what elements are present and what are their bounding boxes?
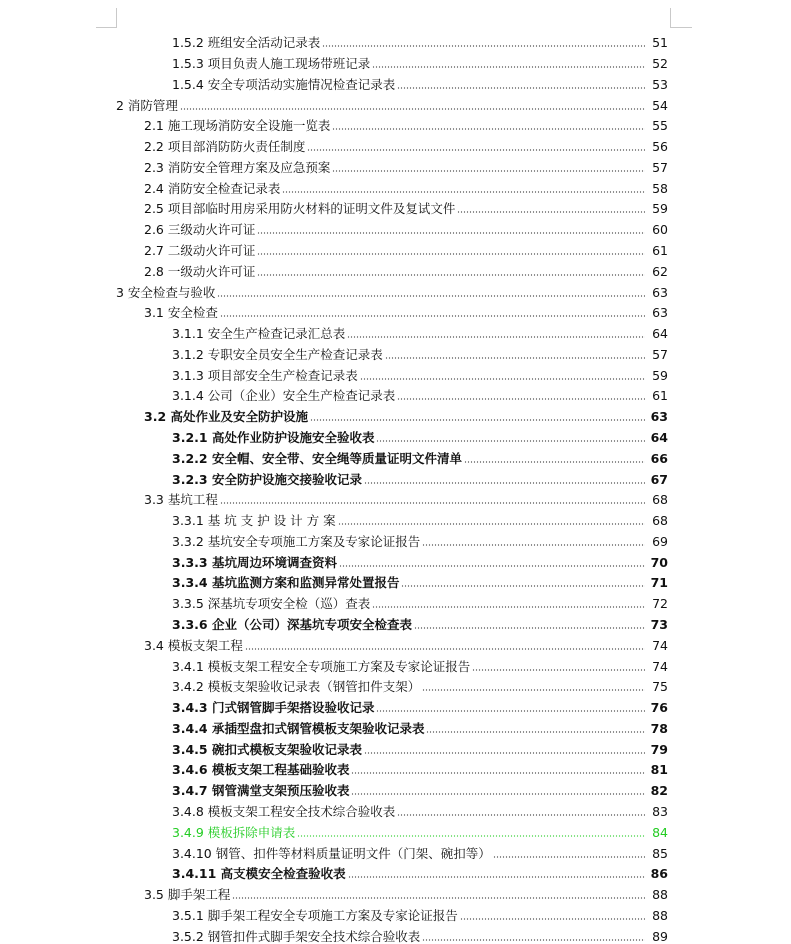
toc-entry-title: 3.3.3 基坑周边环境调查资料 [172,555,337,570]
toc-dot-leader [257,232,645,234]
toc-dot-leader [232,897,645,899]
toc-entry[interactable] [144,176,668,196]
toc-entry-page: 67 [650,472,668,487]
toc-entry[interactable] [172,674,668,694]
toc-entry-page: 56 [652,139,668,154]
toc-dot-leader [422,544,645,546]
toc-entry-page: 68 [652,492,668,507]
toc-entry-title: 2.7 二级动火许可证 [144,243,256,258]
toc-entry-title: 3.4.1 模板支架工程安全专项施工方案及专家论证报告 [172,659,471,674]
toc-entry-page: 64 [652,326,668,341]
toc-entry-highlighted[interactable] [172,820,668,840]
toc-entry-page: 61 [652,243,668,258]
toc-entry-page: 74 [652,638,668,653]
toc-entry-title: 2.4 消防安全检查记录表 [144,181,281,196]
toc-entry[interactable] [172,612,668,632]
toc-entry-title: 3.1 安全检查 [144,305,218,320]
toc-entry[interactable] [172,591,668,611]
toc-entry-title: 3.5.2 钢管扣件式脚手架安全技术综合验收表 [172,929,421,944]
toc-dot-leader [180,108,645,110]
toc-entry[interactable] [172,51,668,71]
toc-dot-leader [376,440,645,442]
toc-dot-leader [257,274,645,276]
toc-dot-leader [422,939,645,941]
toc-entry-title: 3.1.2 专职安全员安全生产检查记录表 [172,347,383,362]
toc-entry-title: 3.3.5 深基坑专项安全检（巡）查表 [172,596,371,611]
toc-entry-title: 2.6 三级动火许可证 [144,222,256,237]
toc-entry-title: 3.4.10 钢管、扣件等材料质量证明文件（门架、碗扣等） [172,846,491,861]
toc-entry-page: 62 [652,264,668,279]
toc-entry-page: 58 [652,181,668,196]
toc-entry-page: 74 [652,659,668,674]
toc-dot-leader [310,419,645,421]
toc-entry-page: 59 [652,368,668,383]
toc-entry-title: 3.4.2 模板支架验收记录表（钢管扣件支架） [172,679,421,694]
toc-entry-title: 3.3 基坑工程 [144,492,218,507]
toc-dot-leader [217,295,645,297]
toc-entry-title: 3.1.1 安全生产检查记录汇总表 [172,326,346,341]
toc-entry-page: 75 [652,679,668,694]
toc-dot-leader [372,66,645,68]
toc-entry-title: 2.2 项目部消防防火责任制度 [144,139,306,154]
toc-entry-page: 68 [652,513,668,528]
toc-dot-leader [307,149,645,151]
toc-entry[interactable] [172,72,668,92]
toc-entry-page: 88 [652,887,668,902]
toc-entry-page: 64 [650,430,668,445]
toc-entry-page: 63 [652,285,668,300]
toc-entry[interactable] [172,508,668,528]
toc-entry[interactable] [144,238,668,258]
toc-entry-title: 3.3.6 企业（公司）深基坑专项安全检查表 [172,617,412,632]
toc-entry-page: 57 [652,160,668,175]
toc-entry-title: 3.5 脚手架工程 [144,887,231,902]
toc-entry-page: 78 [650,721,668,736]
toc-entry[interactable] [172,446,668,466]
toc-entry-title: 3.3.4 基坑监测方案和监测异常处置报告 [172,575,400,590]
page-corner-mark-right [670,8,671,28]
toc-entry-page: 84 [652,825,668,840]
toc-dot-leader [220,502,645,504]
toc-dot-leader [460,918,645,920]
toc-dot-leader [332,128,645,130]
toc-dot-leader [245,648,645,650]
toc-entry-title: 1.5.3 项目负责人施工现场带班记录 [172,56,371,71]
toc-dot-leader [351,772,645,774]
toc-entry[interactable] [172,737,668,757]
toc-dot-leader [360,378,645,380]
toc-dot-leader [332,170,645,172]
toc-entry[interactable] [172,550,668,570]
page-corner-mark-left-horizontal [96,27,117,28]
toc-entry-title: 3.4.8 模板支架工程安全技术综合验收表 [172,804,396,819]
toc-entry-title: 1.5.4 安全专项活动实施情况检查记录表 [172,77,396,92]
toc-entry[interactable] [172,716,668,736]
toc-entry[interactable] [172,30,668,50]
toc-entry[interactable] [144,404,668,424]
toc-entry-page: 76 [650,700,668,715]
toc-dot-leader [385,357,645,359]
toc-entry-page: 57 [652,347,668,362]
toc-entry-page: 82 [650,783,668,798]
toc-entry-title: 3.3.2 基坑安全专项施工方案及专家论证报告 [172,534,421,549]
toc-dot-leader [493,856,645,858]
toc-entry-title: 3.4 模板支架工程 [144,638,243,653]
toc-entry[interactable] [172,799,668,819]
toc-entry-page: 66 [650,451,668,466]
toc-entry-page: 73 [650,617,668,632]
toc-dot-leader [457,211,645,213]
toc-entry-title: 3.1.4 公司（企业）安全生产检查记录表 [172,388,396,403]
toc-entry-page: 59 [652,201,668,216]
toc-entry[interactable] [172,425,668,445]
toc-entry[interactable] [144,134,668,154]
toc-entry-page: 89 [652,929,668,944]
toc-entry[interactable] [172,903,668,923]
toc-dot-leader [282,191,645,193]
toc-entry-page: 55 [652,118,668,133]
toc-entry-page: 79 [650,742,668,757]
toc-entry-page: 86 [650,866,668,881]
toc-entry-page: 53 [652,77,668,92]
toc-dot-leader [397,814,645,816]
toc-entry-title: 2.3 消防安全管理方案及应急预案 [144,160,331,175]
toc-entry[interactable] [144,633,668,653]
toc-entry-title: 3.2.2 安全帽、安全带、安全绳等质量证明文件清单 [172,451,462,466]
toc-entry-page: 60 [652,222,668,237]
toc-dot-leader [220,315,645,317]
toc-entry-title: 3.2.3 安全防护设施交接验收记录 [172,472,362,487]
toc-dot-leader [397,87,645,89]
toc-entry-page: 85 [652,846,668,861]
toc-dot-leader [339,565,645,567]
toc-entry[interactable] [172,363,668,383]
toc-entry-title: 3.4.4 承插型盘扣式钢管模板支架验收记录表 [172,721,425,736]
toc-entry[interactable] [172,861,668,881]
toc-dot-leader [364,482,645,484]
toc-entry-page: 83 [652,804,668,819]
toc-entry-page: 70 [650,555,668,570]
toc-dot-leader [372,606,645,608]
toc-entry[interactable] [172,383,668,403]
toc-dot-leader [347,336,645,338]
toc-entry-page: 63 [650,409,668,424]
toc-entry-page: 52 [652,56,668,71]
toc-entry-title: 2.8 一级动火许可证 [144,264,256,279]
toc-entry-title: 3 安全检查与验收 [116,285,216,300]
toc-entry-page: 54 [652,98,668,113]
toc-entry-title: 1.5.2 班组安全活动记录表 [172,35,321,50]
toc-entry-page: 63 [652,305,668,320]
toc-entry[interactable] [172,924,668,944]
toc-entry-title: 3.2.1 高处作业防护设施安全验收表 [172,430,375,445]
toc-entry-page: 81 [650,762,668,777]
toc-entry-title: 2.1 施工现场消防安全设施一览表 [144,118,331,133]
toc-dot-leader [422,689,645,691]
toc-entry-title: 2 消防管理 [116,98,178,113]
toc-dot-leader [376,710,645,712]
toc-entry[interactable] [172,467,668,487]
toc-entry[interactable] [172,757,668,777]
toc-dot-leader [322,45,645,47]
toc-entry-page: 72 [652,596,668,611]
toc-entry[interactable] [144,882,668,902]
toc-entry-title: 3.4.6 模板支架工程基础验收表 [172,762,350,777]
toc-entry-title: 3.4.7 钢管满堂支架预压验收表 [172,783,350,798]
toc-entry[interactable] [172,529,668,549]
page-corner-mark-left [116,8,117,28]
toc-dot-leader [397,398,645,400]
toc-entry[interactable] [172,778,668,798]
toc-entry-page: 51 [652,35,668,50]
toc-dot-leader [401,585,645,587]
toc-dot-leader [297,835,645,837]
toc-entry[interactable] [144,217,668,237]
toc-entry[interactable] [144,487,668,507]
toc-dot-leader [426,731,645,733]
toc-entry-page: 71 [650,575,668,590]
toc-entry-title: 2.5 项目部临时用房采用防火材料的证明文件及复试文件 [144,201,456,216]
toc-entry[interactable] [172,841,668,861]
toc-dot-leader [464,461,645,463]
toc-entry[interactable] [144,113,668,133]
toc-entry[interactable] [172,695,668,715]
toc-entry-page: 88 [652,908,668,923]
toc-entry[interactable] [144,259,668,279]
toc-entry-title: 3.2 高处作业及安全防护设施 [144,409,308,424]
toc-dot-leader [364,752,645,754]
toc-entry[interactable] [172,342,668,362]
toc-entry[interactable] [144,196,668,216]
toc-entry[interactable] [172,654,668,674]
toc-entry-title: 3.4.3 门式钢管脚手架搭设验收记录 [172,700,375,715]
toc-dot-leader [414,627,645,629]
toc-entry[interactable] [144,300,668,320]
toc-entry-page: 61 [652,388,668,403]
toc-entry-title: 3.5.1 脚手架工程安全专项施工方案及专家论证报告 [172,908,458,923]
toc-dot-leader [348,876,645,878]
toc-dot-leader [472,669,645,671]
toc-entry[interactable] [116,280,668,300]
toc-entry[interactable] [144,155,668,175]
toc-entry-page: 69 [652,534,668,549]
page-corner-mark-right-horizontal [670,27,692,28]
toc-dot-leader [338,523,645,525]
toc-entry[interactable] [116,93,668,113]
toc-entry-title: 3.4.9 模板拆除申请表 [172,825,296,840]
toc-entry-title: 3.1.3 项目部安全生产检查记录表 [172,368,358,383]
toc-dot-leader [257,253,645,255]
toc-entry-title: 3.4.5 碗扣式模板支架验收记录表 [172,742,362,757]
toc-entry-title: 3.3.1 基 坑 支 护 设 计 方 案 [172,513,336,528]
toc-entry[interactable] [172,570,668,590]
toc-entry-title: 3.4.11 高支模安全检查验收表 [172,866,346,881]
toc-entry[interactable] [172,321,668,341]
toc-dot-leader [351,793,645,795]
